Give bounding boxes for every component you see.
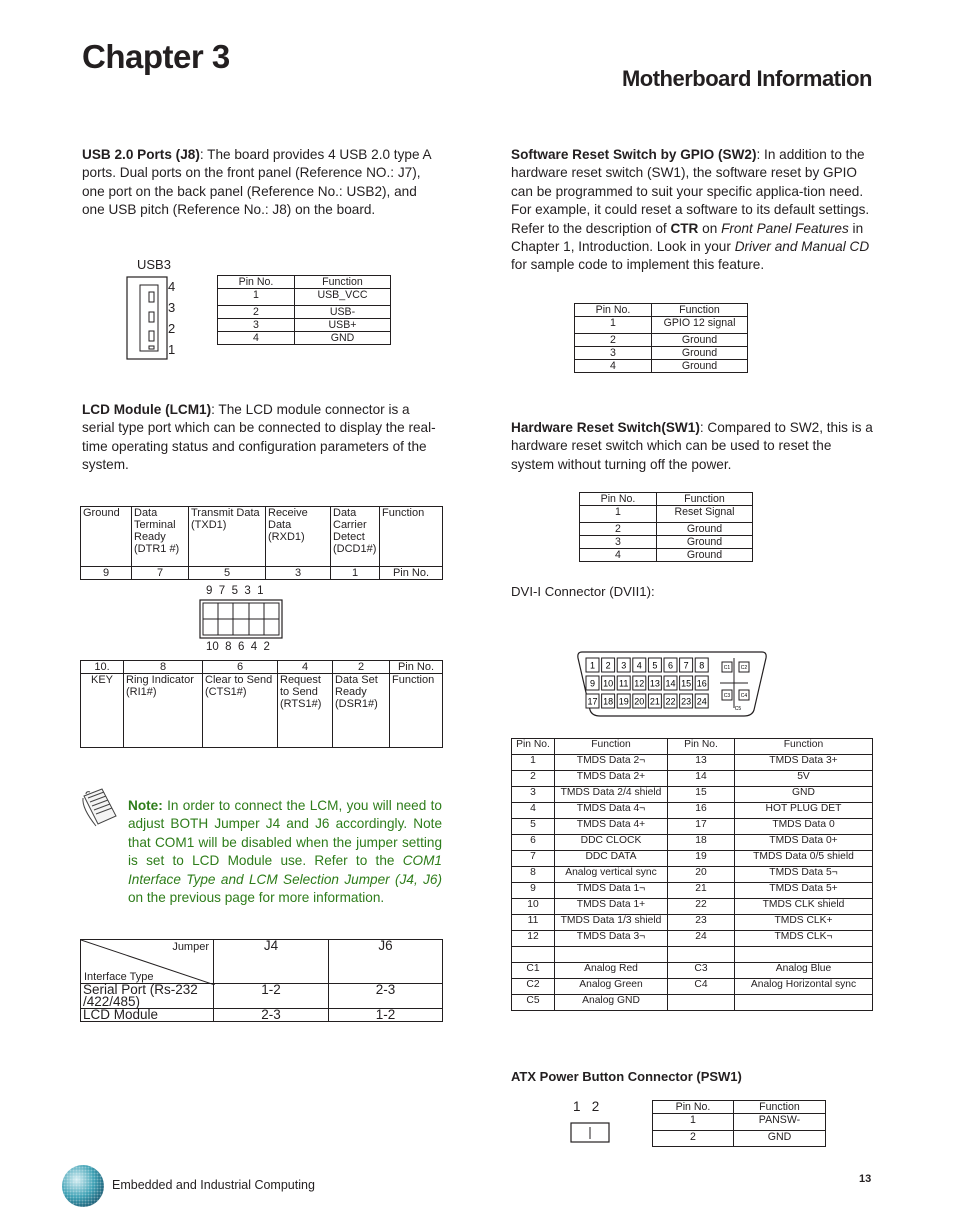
dvi-connector-diagram — [574, 650, 770, 718]
table-header: Function — [735, 739, 873, 755]
sw2-ctr: CTR — [670, 220, 699, 236]
table-row — [512, 819, 873, 835]
table-cell: GND — [295, 332, 391, 345]
table-cell: 9 — [81, 567, 132, 580]
dvi-cpin-label: C1 — [723, 665, 731, 671]
table-cell: 3 — [218, 319, 295, 332]
table-cell: TMDS Data 4¬ — [555, 803, 668, 819]
dvi-pin-label: 22 — [665, 696, 676, 707]
sw2-heading: Software Reset Switch by GPIO (SW2) — [511, 147, 757, 162]
table-header: Function — [657, 493, 753, 506]
table-cell: DDC CLOCK — [555, 835, 668, 851]
note-reference: COM1 Interface Type and LCM Selection Jumper (J4, J6) — [128, 853, 442, 887]
usb-pin: 1 — [168, 342, 176, 357]
table-cell: TMDS CLK¬ — [735, 931, 873, 947]
table-cell: Analog Horizontal sync — [735, 979, 873, 995]
sw2-text: for sample code to implement this feature. — [511, 257, 765, 273]
table-cell: USB- — [295, 306, 391, 319]
table-cell: Analog Green — [555, 979, 668, 995]
table-cell: 1-2 — [329, 1009, 443, 1022]
dvi-pin-label: 19 — [618, 696, 629, 707]
dvi-pin-label: 21 — [649, 696, 660, 707]
dvi-pin-label: 1 — [589, 660, 596, 671]
usb-paragraph — [82, 146, 442, 220]
table-cell: Ground — [652, 360, 748, 373]
table-cell: 6 — [203, 661, 278, 674]
table-cell: TMDS Data 0 — [735, 819, 873, 835]
table-cell: TMDS CLK+ — [735, 915, 873, 931]
table-cell: 2-3 — [329, 984, 443, 1009]
table-cell: PANSW- — [734, 1114, 826, 1131]
table-cell: C2 — [512, 979, 555, 995]
dvi-pin-label: 24 — [696, 696, 707, 707]
dvi-pin-label: 7 — [683, 660, 689, 671]
table-cell: TMDS Data 2/4 shield — [555, 787, 668, 803]
table-cell: 20 — [668, 867, 735, 883]
table-row — [512, 835, 873, 851]
table-cell: TMDS Data 5¬ — [735, 867, 873, 883]
dvi-cpin-label: C2 — [740, 665, 748, 671]
table-row — [512, 787, 873, 803]
table-cell: 14 — [668, 771, 735, 787]
table-cell: 1 — [331, 567, 380, 580]
jumper-corner-cell — [81, 940, 214, 984]
jumper-corner-top: Jumper — [172, 941, 209, 953]
table-cell: TMDS Data 0/5 shield — [735, 851, 873, 867]
dvi-pin-label: 9 — [589, 678, 596, 689]
table-cell: Ground — [81, 507, 132, 567]
usb-pin: 2 — [168, 321, 176, 336]
sw2-text: in Chapter 1, Introduction. Look in your — [511, 220, 864, 255]
dvi-pin-label: 10 — [603, 678, 614, 689]
note-tail: on the previous page for more information. — [128, 890, 385, 906]
table-cell: LCD Module — [81, 1009, 214, 1022]
table-cell: 2 — [333, 661, 390, 674]
table-cell: 2 — [580, 523, 657, 536]
table-cell: TMDS Data 2¬ — [555, 755, 668, 771]
table-header: Pin No. — [653, 1101, 734, 1114]
note-icon — [80, 786, 120, 828]
table-cell: 6 — [512, 835, 555, 851]
table-cell: 10. — [81, 661, 124, 674]
dvi-pin-label: 2 — [605, 660, 611, 671]
table-header: Pin No. — [580, 493, 657, 506]
table-row — [512, 995, 873, 1011]
table-cell: Clear to Send (CTS1#) — [203, 674, 278, 748]
table-cell: 8 — [512, 867, 555, 883]
table-cell: 3 — [512, 787, 555, 803]
table-cell: TMDS Data 3¬ — [555, 931, 668, 947]
dvi-cpin-label: C5 — [734, 706, 742, 712]
table-cell — [512, 947, 555, 963]
table-row — [512, 915, 873, 931]
table-header: Pin No. — [668, 739, 735, 755]
table-cell: Data Set Ready (DSR1#) — [333, 674, 390, 748]
dvi-cpin-label: C4 — [740, 693, 748, 699]
table-cell: TMDS CLK shield — [735, 899, 873, 915]
table-cell: Transmit Data (TXD1) — [189, 507, 266, 567]
table-cell: Pin No. — [390, 661, 443, 674]
dvi-pin-table — [511, 738, 873, 1011]
dvi-cpin-label: C3 — [723, 693, 731, 699]
table-cell: DDC DATA — [555, 851, 668, 867]
table-cell: Ground — [657, 536, 753, 549]
usb-connector-label: USB3 — [137, 257, 171, 272]
sw1-body: : Compared to SW2, this is a hardware reset switch which can be used to reset the system without turning off the power. — [511, 420, 873, 472]
table-cell: 8 — [124, 661, 203, 674]
table-cell: 3 — [580, 536, 657, 549]
table-row — [512, 803, 873, 819]
dvi-pin-label: 18 — [603, 696, 614, 707]
dvi-label: DVI-I Connector (DVII1): — [511, 584, 655, 599]
table-cell: 4 — [218, 332, 295, 345]
dvi-pin-label: 12 — [634, 678, 645, 689]
table-header: Function — [652, 304, 748, 317]
usb-body: : The board provides 4 USB 2.0 type A ports. Dual ports on the front panel (Reference NO.: J7), one port on the back panel (Reference No.: USB2), and one USB pitch (Reference No.: J8) on the board. — [82, 147, 431, 218]
table-cell: GND — [735, 787, 873, 803]
table-cell: 3 — [575, 347, 652, 360]
table-header: Pin No. — [512, 739, 555, 755]
table-header: Pin No. — [218, 276, 295, 289]
table-cell: 5 — [189, 567, 266, 580]
table-cell: 7 — [132, 567, 189, 580]
table-cell: TMDS Data 1+ — [555, 899, 668, 915]
table-cell: Analog vertical sync — [555, 867, 668, 883]
table-cell — [735, 947, 873, 963]
lcm-heading: LCD Module (LCM1) — [82, 402, 212, 417]
dvi-pin-label: 6 — [667, 660, 674, 671]
footer-text: Embedded and Industrial Computing — [112, 1178, 315, 1192]
jumper-table — [80, 939, 443, 1022]
usb-pin-numbers — [168, 276, 175, 360]
table-cell: 22 — [668, 899, 735, 915]
table-cell: GPIO 12 signal — [652, 317, 748, 334]
table-cell: 12 — [512, 931, 555, 947]
sw2-pin-table — [574, 303, 748, 373]
dvi-pin-label: 23 — [681, 696, 692, 707]
table-cell: 7 — [512, 851, 555, 867]
table-cell: Analog Red — [555, 963, 668, 979]
dvi-pin-label: 5 — [652, 660, 658, 671]
table-cell: KEY — [81, 674, 124, 748]
lcm-odd-pin-labels: 9 7 5 3 1 — [206, 585, 264, 597]
psw-heading: ATX Power Button Connector (PSW1) — [511, 1069, 742, 1084]
table-cell: 1 — [653, 1114, 734, 1131]
psw-pin-table — [652, 1100, 826, 1147]
table-cell: 19 — [668, 851, 735, 867]
table-cell: 15 — [668, 787, 735, 803]
jumper-corner-bottom: Interface Type — [84, 971, 154, 983]
table-cell — [668, 995, 735, 1011]
table-cell: TMDS Data 5+ — [735, 883, 873, 899]
table-cell: 5V — [735, 771, 873, 787]
table-header: Pin No. — [575, 304, 652, 317]
table-cell: C3 — [668, 963, 735, 979]
table-cell: TMDS Data 4+ — [555, 819, 668, 835]
table-cell: 11 — [512, 915, 555, 931]
table-cell: Pin No. — [380, 567, 443, 580]
table-row — [512, 899, 873, 915]
note-body: In order to connect the LCM, you will need to adjust BOTH Jumper J4 and J6 accordingly. Note that COM1 will be disabled when the jumper setting is set to LCD Module use. Refer to the — [128, 798, 442, 869]
table-cell: 21 — [668, 883, 735, 899]
table-cell: 1 — [512, 755, 555, 771]
table-cell: TMDS Data 0+ — [735, 835, 873, 851]
table-cell: Function — [380, 507, 443, 567]
table-cell: 5 — [512, 819, 555, 835]
table-cell: 18 — [668, 835, 735, 851]
table-header: J4 — [214, 940, 329, 984]
dvi-pin-label: 14 — [665, 678, 676, 689]
dvi-pin-label: 17 — [587, 696, 598, 707]
sw2-italic: Front Panel Features — [721, 220, 849, 236]
table-cell: 9 — [512, 883, 555, 899]
sw1-heading: Hardware Reset Switch(SW1) — [511, 420, 700, 435]
table-row — [512, 851, 873, 867]
table-cell: Data Terminal Ready (DTR1 #) — [132, 507, 189, 567]
usb-heading: USB 2.0 Ports (J8) — [82, 147, 200, 162]
section-title: Motherboard Information — [621, 66, 872, 91]
usb-pin: 4 — [168, 279, 176, 294]
table-cell: Analog Blue — [735, 963, 873, 979]
sw2-text: on — [698, 220, 722, 236]
dvi-pin-label: 3 — [621, 660, 627, 671]
table-cell: 2 — [653, 1131, 734, 1147]
table-cell: 4 — [278, 661, 333, 674]
table-cell: USB+ — [295, 319, 391, 332]
lcm-odd-pin-table — [80, 506, 443, 580]
dvi-pin-label: 11 — [619, 678, 629, 689]
table-cell: Analog GND — [555, 995, 668, 1011]
table-cell: 1 — [575, 317, 652, 334]
table-row — [512, 771, 873, 787]
sw1-paragraph — [511, 419, 873, 474]
sw2-italic: Driver and Manual CD — [734, 239, 870, 255]
table-cell: Data Carrier Detect (DCD1#) — [331, 507, 380, 567]
table-cell: Ground — [652, 347, 748, 360]
table-cell — [668, 947, 735, 963]
table-header: J6 — [329, 940, 443, 984]
table-row — [512, 947, 873, 963]
table-cell: 3 — [266, 567, 331, 580]
sw1-pin-table — [579, 492, 753, 562]
dvi-pin-label: 13 — [649, 678, 660, 689]
table-cell: 2-3 — [214, 1009, 329, 1022]
lcm-body: : The LCD module connector is a serial type port which can be connected to display the real-time operating status and configuration parameters of the system. — [82, 402, 436, 473]
table-cell: 1-2 — [214, 984, 329, 1009]
table-cell: 10 — [512, 899, 555, 915]
table-cell: 23 — [668, 915, 735, 931]
table-cell: Ground — [657, 549, 753, 562]
table-cell: Request to Send (RTS1#) — [278, 674, 333, 748]
usb-pin: 3 — [168, 300, 176, 315]
note-paragraph — [128, 797, 442, 907]
table-row — [512, 867, 873, 883]
table-header: Function — [734, 1101, 826, 1114]
table-cell: Ring Indicator (RI1#) — [124, 674, 203, 748]
table-row — [512, 979, 873, 995]
table-header-row — [512, 739, 873, 755]
table-cell: GND — [734, 1131, 826, 1147]
table-cell: C4 — [668, 979, 735, 995]
table-cell: 17 — [668, 819, 735, 835]
table-cell: USB_VCC — [295, 289, 391, 306]
table-cell — [735, 995, 873, 1011]
lcm-connector-diagram — [199, 599, 283, 639]
dvi-pin-label: 4 — [636, 660, 642, 671]
table-cell: TMDS Data 1¬ — [555, 883, 668, 899]
usb-pin-table — [217, 275, 391, 345]
table-cell: Function — [390, 674, 443, 748]
table-cell: HOT PLUG DET — [735, 803, 873, 819]
dvi-pin-label: 16 — [696, 678, 707, 689]
table-cell: TMDS Data 2+ — [555, 771, 668, 787]
lcm-even-pin-labels: 10 8 6 4 2 — [206, 641, 270, 653]
psw-pin-labels: 1 2 — [573, 1099, 600, 1114]
table-cell: TMDS Data 3+ — [735, 755, 873, 771]
table-cell: 4 — [512, 803, 555, 819]
note-label: Note: — [128, 798, 163, 813]
table-cell: 2 — [218, 306, 295, 319]
table-cell: Reset Signal — [657, 506, 753, 523]
globe-logo-icon — [60, 1163, 106, 1209]
sw2-paragraph — [511, 146, 873, 275]
psw-connector-diagram — [570, 1122, 612, 1144]
table-header: Function — [295, 276, 391, 289]
dvi-pin-label: 8 — [699, 660, 705, 671]
table-row — [512, 963, 873, 979]
table-cell: Ground — [652, 334, 748, 347]
table-cell: 2 — [575, 334, 652, 347]
dvi-pin-label: 15 — [681, 678, 692, 689]
table-cell — [555, 947, 668, 963]
table-cell: Serial Port (Rs-232 /422/485) — [81, 984, 214, 1009]
table-cell: 1 — [580, 506, 657, 523]
table-header: Function — [555, 739, 668, 755]
table-cell: TMDS Data 1/3 shield — [555, 915, 668, 931]
lcm-paragraph — [82, 401, 442, 475]
table-cell: 16 — [668, 803, 735, 819]
page-number: 13 — [859, 1173, 872, 1185]
dvi-pin-label: 20 — [634, 696, 645, 707]
table-cell: Receive Data (RXD1) — [266, 507, 331, 567]
table-cell: 4 — [580, 549, 657, 562]
chapter-title: Chapter 3 — [82, 38, 230, 75]
table-cell: 4 — [575, 360, 652, 373]
table-cell: C5 — [512, 995, 555, 1011]
table-cell: 2 — [512, 771, 555, 787]
table-cell: Ground — [657, 523, 753, 536]
sw2-body: : In addition to the hardware reset switch (SW1), the software reset by GPIO can be programmed to suit your specific applica-tion need. For example, it could reset a software to its default settings. Refer to the description of — [511, 147, 870, 236]
table-cell: C1 — [512, 963, 555, 979]
table-row — [512, 883, 873, 899]
table-row — [512, 755, 873, 771]
table-row — [512, 931, 873, 947]
lcm-even-pin-table — [80, 660, 443, 748]
table-cell: 1 — [218, 289, 295, 306]
table-cell: 13 — [668, 755, 735, 771]
table-cell: 24 — [668, 931, 735, 947]
